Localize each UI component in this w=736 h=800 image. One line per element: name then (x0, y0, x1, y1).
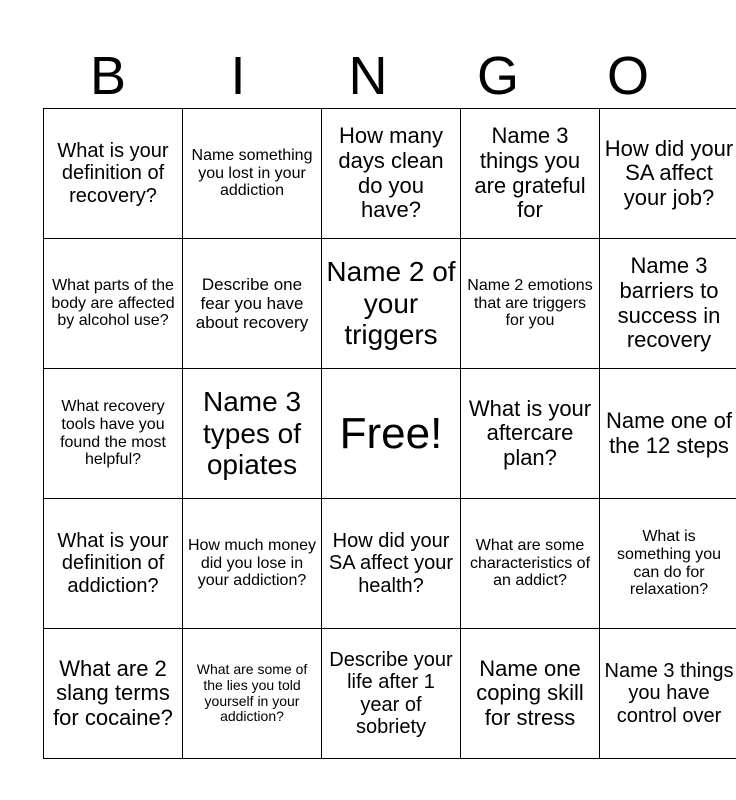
bingo-cell: What are some characteristics of an addict? (461, 499, 600, 629)
bingo-cell: What is your definition of addiction? (44, 499, 183, 629)
bingo-cell: Name 3 things you have control over (600, 629, 736, 759)
bingo-cell: Name 2 of your triggers (322, 239, 461, 369)
bingo-cell: Describe your life after 1 year of sobriety (322, 629, 461, 759)
bingo-board (43, 108, 736, 759)
bingo-cell: How many days clean do you have? (322, 109, 461, 239)
bingo-cell: How much money did you lose in your addiction? (183, 499, 322, 629)
bingo-cell: What is your definition of recovery? (44, 109, 183, 239)
bingo-cell: Name one of the 12 steps (600, 369, 736, 499)
bingo-cell: Describe one fear you have about recovery (183, 239, 322, 369)
bingo-cell: Name something you lost in your addiction (183, 109, 322, 239)
header-letter-b: B (89, 46, 127, 106)
bingo-header (43, 44, 693, 108)
bingo-cell: Name 3 types of opiates (183, 369, 322, 499)
board-row (44, 369, 736, 499)
bingo-cell: Name 3 barriers to success in recovery (600, 239, 736, 369)
header-letter-g: G (476, 46, 519, 106)
bingo-cell: What recovery tools have you found the most helpful? (44, 369, 183, 499)
bingo-cell: How did your SA affect your health? (322, 499, 461, 629)
header-letter-n: N (348, 46, 388, 106)
board-row (44, 109, 736, 239)
board-row (44, 629, 736, 759)
bingo-cell: Name 2 emotions that are triggers for you (461, 239, 600, 369)
bingo-cell: Name one coping skill for stress (461, 629, 600, 759)
header-letter-o: O (606, 46, 649, 106)
free-space-cell: Free! (322, 369, 461, 499)
bingo-cell: Name 3 things you are grateful for (461, 109, 600, 239)
board-row (44, 239, 736, 369)
bingo-cell: What are 2 slang terms for cocaine? (44, 629, 183, 759)
bingo-cell: What is something you can do for relaxation? (600, 499, 736, 629)
board-row (44, 499, 736, 629)
bingo-cell: How did your SA affect your job? (600, 109, 736, 239)
bingo-cell: What are some of the lies you told yourself in your addiction? (183, 629, 322, 759)
bingo-cell: What parts of the body are affected by alcohol use? (44, 239, 183, 369)
header-letter-i: I (230, 46, 246, 106)
bingo-cell: What is your aftercare plan? (461, 369, 600, 499)
